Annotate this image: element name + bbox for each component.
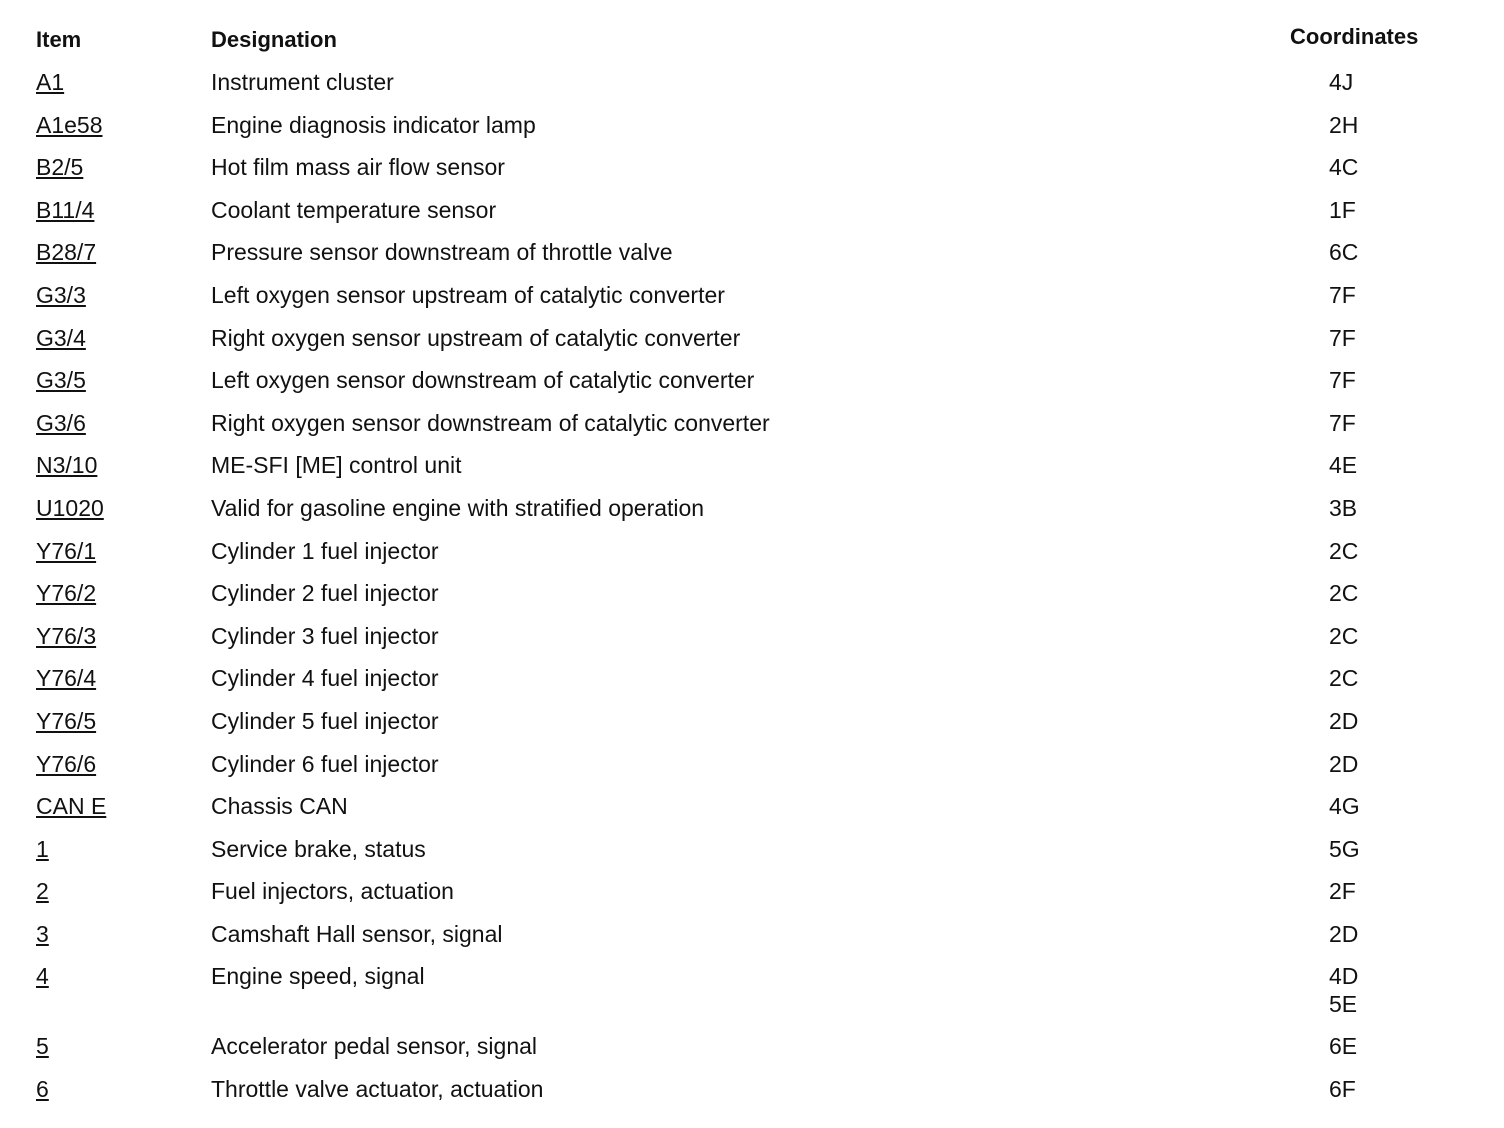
designation-text: Chassis CAN bbox=[211, 793, 348, 820]
item-link[interactable]: Y76/3 bbox=[36, 622, 97, 649]
designation-text: Fuel injectors, actuation bbox=[211, 878, 454, 905]
item-link[interactable]: A1e58 bbox=[36, 111, 103, 138]
coordinate-text: 4E bbox=[1329, 452, 1358, 479]
designation-text: Engine speed, signal bbox=[211, 963, 425, 990]
item-link[interactable]: B2/5 bbox=[36, 154, 84, 181]
table-row bbox=[0, 235, 1504, 278]
coordinate-text: 2C bbox=[1329, 622, 1359, 649]
designation-text: Instrument cluster bbox=[211, 69, 394, 95]
table-row bbox=[0, 576, 1504, 619]
item-link[interactable]: N3/10 bbox=[36, 452, 98, 479]
coordinate-text: 7F bbox=[1329, 409, 1356, 436]
coordinate-text: 4D bbox=[1329, 963, 1359, 990]
coordinate-text: 7F bbox=[1329, 324, 1356, 351]
table-row bbox=[0, 917, 1504, 960]
item-link[interactable]: Y76/5 bbox=[36, 707, 97, 734]
item-link[interactable]: U1020 bbox=[36, 494, 104, 521]
table-row bbox=[0, 150, 1504, 193]
table-row bbox=[0, 1029, 1504, 1072]
designation-text: Valid for gasoline engine with stratified operation bbox=[211, 494, 705, 521]
coordinate-text: 4J bbox=[1329, 69, 1354, 95]
coordinate-text-secondary: 5E bbox=[1329, 991, 1358, 1018]
item-link[interactable]: Y76/2 bbox=[36, 580, 97, 607]
designation-text: Service brake, status bbox=[211, 835, 426, 862]
table-row bbox=[0, 65, 1504, 108]
table-row bbox=[0, 959, 1504, 1029]
designation-text: Right oxygen sensor upstream of catalytic converter bbox=[211, 324, 741, 351]
table-row bbox=[0, 874, 1504, 917]
coordinate-text: 5G bbox=[1329, 835, 1360, 862]
designation-text: Coolant temperature sensor bbox=[211, 196, 497, 223]
designation-text: Cylinder 6 fuel injector bbox=[211, 750, 439, 777]
item-link[interactable]: 2 bbox=[36, 878, 49, 905]
designation-text: Pressure sensor downstream of throttle valve bbox=[211, 239, 673, 266]
table-row bbox=[0, 704, 1504, 747]
table-row bbox=[0, 193, 1504, 236]
coordinate-text: 1F bbox=[1329, 196, 1356, 223]
item-link[interactable]: B11/4 bbox=[36, 196, 95, 223]
item-link[interactable]: CAN E bbox=[36, 793, 107, 820]
table-row bbox=[0, 278, 1504, 321]
coordinate-text: 6C bbox=[1329, 239, 1359, 266]
coordinate-text: 2D bbox=[1329, 920, 1359, 947]
table-row bbox=[0, 108, 1504, 151]
designation-text: Engine diagnosis indicator lamp bbox=[211, 111, 536, 138]
table-row bbox=[0, 406, 1504, 449]
item-link[interactable]: B28/7 bbox=[36, 239, 97, 266]
table-row bbox=[0, 747, 1504, 790]
item-link[interactable]: Y76/6 bbox=[36, 750, 97, 777]
coordinate-text: 2F bbox=[1329, 878, 1356, 905]
table-row bbox=[0, 448, 1504, 491]
designation-text: Camshaft Hall sensor, signal bbox=[211, 920, 503, 947]
designation-text: Hot film mass air flow sensor bbox=[211, 154, 505, 181]
table-row bbox=[0, 321, 1504, 364]
coordinate-text: 2D bbox=[1329, 707, 1359, 734]
designation-text: Accelerator pedal sensor, signal bbox=[211, 1033, 538, 1060]
table-row bbox=[0, 1072, 1504, 1115]
designation-text: Cylinder 1 fuel injector bbox=[211, 537, 439, 564]
item-link[interactable]: G3/4 bbox=[36, 324, 86, 351]
table-row bbox=[0, 832, 1504, 875]
item-link[interactable]: 6 bbox=[36, 1076, 49, 1103]
coordinate-text: 6F bbox=[1329, 1076, 1356, 1103]
designation-text: Cylinder 5 fuel injector bbox=[211, 707, 439, 734]
designation-text: Cylinder 2 fuel injector bbox=[211, 580, 439, 607]
item-link[interactable]: Y76/1 bbox=[36, 537, 97, 564]
item-link[interactable]: 5 bbox=[36, 1033, 49, 1060]
designation-text: Left oxygen sensor downstream of catalytic converter bbox=[211, 367, 755, 394]
designation-text: Cylinder 3 fuel injector bbox=[211, 622, 439, 649]
table-row bbox=[0, 363, 1504, 406]
coordinate-text: 6E bbox=[1329, 1033, 1358, 1060]
item-link[interactable]: 3 bbox=[36, 920, 49, 947]
coordinate-text: 3B bbox=[1329, 494, 1358, 521]
item-link[interactable]: G3/6 bbox=[36, 409, 86, 436]
coordinate-text: 7F bbox=[1329, 281, 1356, 308]
table-row bbox=[0, 534, 1504, 577]
coordinate-text: 2C bbox=[1329, 537, 1359, 564]
table-row bbox=[0, 661, 1504, 704]
coordinate-text: 2H bbox=[1329, 111, 1359, 138]
designation-text: Left oxygen sensor upstream of catalytic converter bbox=[211, 281, 725, 308]
header-designation: Designation bbox=[211, 27, 337, 52]
table-row bbox=[0, 491, 1504, 534]
coordinate-text: 7F bbox=[1329, 367, 1356, 394]
coordinate-text: 2C bbox=[1329, 665, 1359, 692]
table-row bbox=[0, 789, 1504, 832]
designation-text: Cylinder 4 fuel injector bbox=[211, 665, 439, 692]
legend-rows bbox=[0, 65, 1504, 1115]
item-link[interactable]: A1 bbox=[36, 69, 65, 95]
coordinate-text: 4C bbox=[1329, 154, 1359, 181]
item-link[interactable]: 1 bbox=[36, 835, 49, 862]
header-item: Item bbox=[36, 27, 82, 52]
coordinate-text: 2D bbox=[1329, 750, 1359, 777]
item-link[interactable]: G3/3 bbox=[36, 281, 86, 308]
header-coordinates: Coordinates bbox=[1290, 24, 1419, 49]
designation-text: Throttle valve actuator, actuation bbox=[211, 1076, 544, 1103]
item-link[interactable]: 4 bbox=[36, 963, 49, 990]
coordinate-text: 2C bbox=[1329, 580, 1359, 607]
designation-text: ME-SFI [ME] control unit bbox=[211, 452, 462, 479]
item-link[interactable]: Y76/4 bbox=[36, 665, 97, 692]
item-link[interactable]: G3/5 bbox=[36, 367, 86, 394]
designation-text: Right oxygen sensor downstream of catalytic converter bbox=[211, 409, 770, 436]
coordinate-text: 4G bbox=[1329, 793, 1360, 820]
table-row bbox=[0, 619, 1504, 662]
